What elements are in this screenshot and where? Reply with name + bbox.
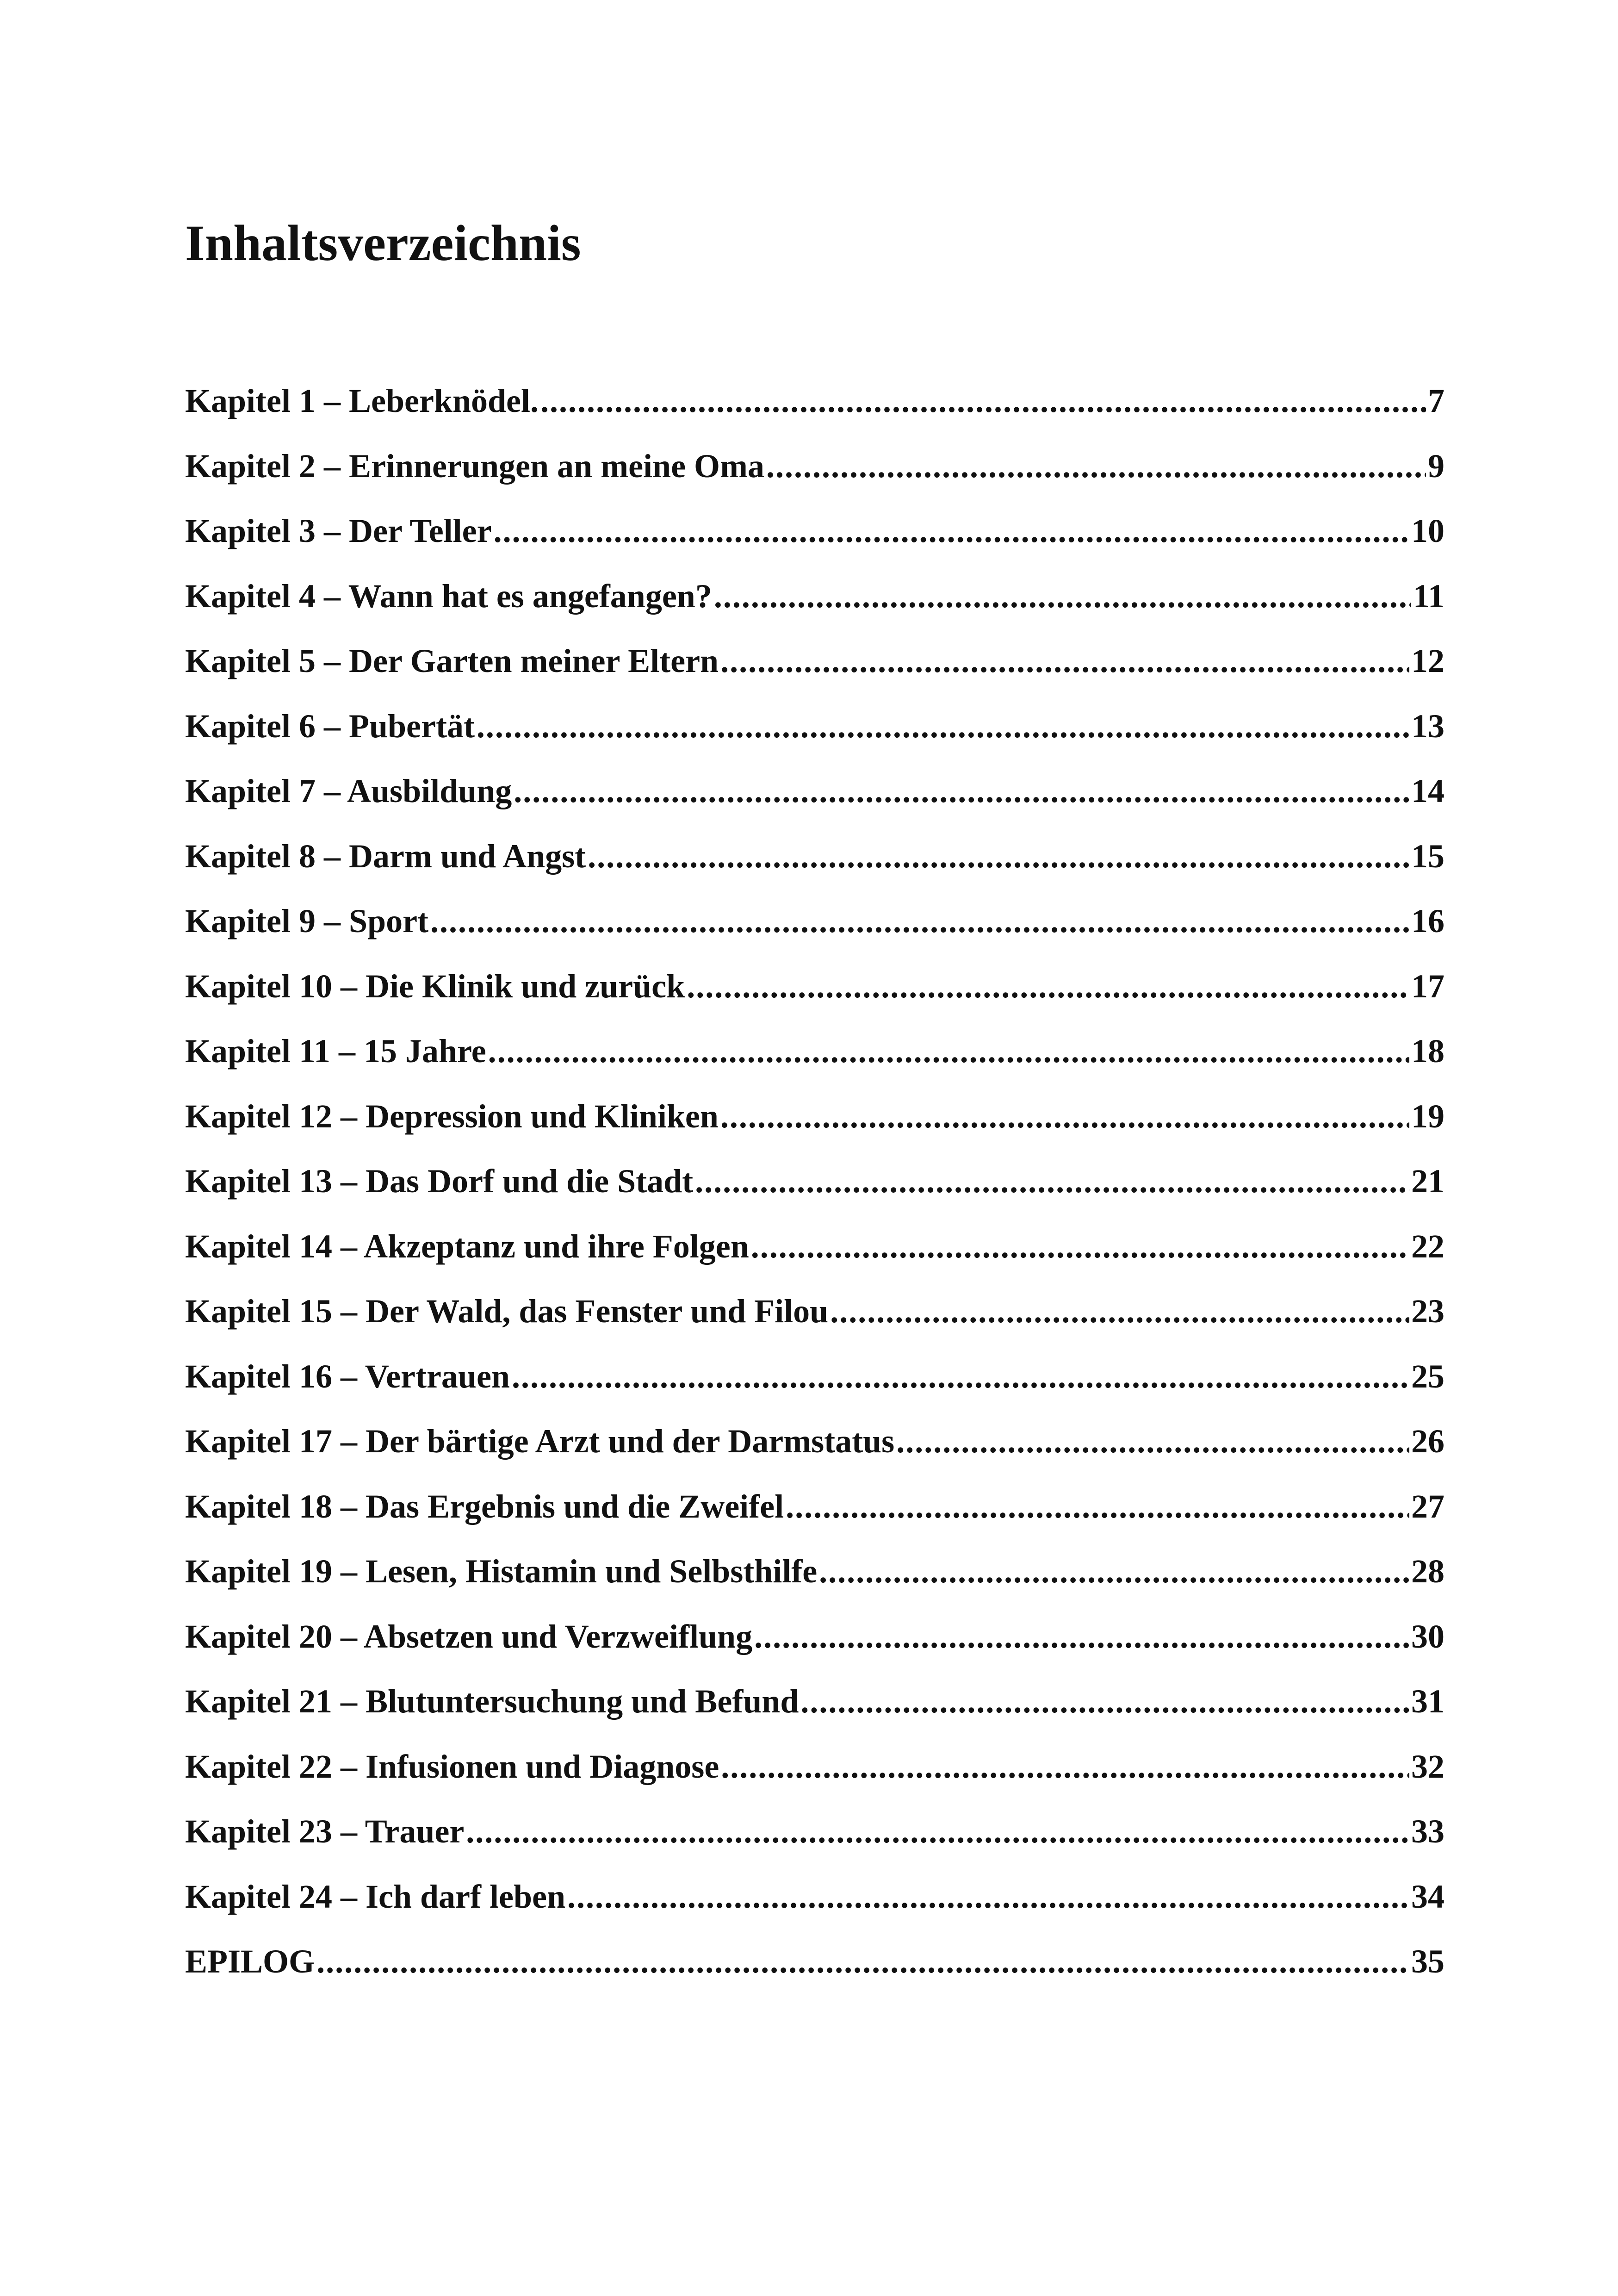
- toc-entry-label: Kapitel 5 – Der Garten meiner Eltern: [185, 642, 719, 679]
- toc-entry-label: Kapitel 9 – Sport: [185, 902, 429, 940]
- toc-entry-label: Kapitel 11 – 15 Jahre: [185, 1033, 486, 1070]
- toc-entry[interactable]: [185, 1357, 1444, 1425]
- toc-entry-label: Kapitel 24 – Ich darf leben: [185, 1878, 565, 1915]
- toc-entry[interactable]: [185, 774, 1444, 840]
- toc-entry[interactable]: [185, 1620, 1444, 1685]
- toc-entry-page-number: 11: [1413, 577, 1444, 615]
- toc-entry-label: Kapitel 8 – Darm und Angst: [185, 837, 586, 875]
- dot-leader: [720, 644, 1409, 678]
- toc-entry-label: Kapitel 19 – Lesen, Histamin und Selbsthilfe: [185, 1553, 818, 1590]
- toc-entry-page-number: 13: [1411, 707, 1444, 745]
- toc-entry[interactable]: [185, 449, 1444, 515]
- dot-leader: [819, 1555, 1409, 1588]
- toc-entry-label: Kapitel 18 – Das Ergebnis und die Zweifel: [185, 1487, 784, 1525]
- toc-entry-page-number: 15: [1411, 837, 1444, 875]
- toc-entry-label: Kapitel 7 – Ausbildung: [185, 772, 512, 809]
- dot-leader: [720, 1100, 1409, 1133]
- dot-leader: [466, 1815, 1409, 1848]
- toc-entry[interactable]: [185, 1294, 1444, 1360]
- toc-entry-page-number: 18: [1411, 1033, 1444, 1070]
- toc-entry-page-number: 19: [1411, 1097, 1444, 1135]
- toc-entry[interactable]: [185, 709, 1444, 775]
- table-of-contents: [185, 384, 1444, 2010]
- toc-entry-label: Kapitel 10 – Die Klinik und zurück: [185, 967, 685, 1005]
- toc-entry-label: Kapitel 3 – Der Teller: [185, 512, 492, 549]
- toc-entry-label: Kapitel 12 – Depression und Kliniken: [185, 1097, 719, 1135]
- dot-leader: [766, 449, 1426, 483]
- toc-entry-label: Kapitel 14 – Akzeptanz und ihre Folgen: [185, 1227, 749, 1265]
- page-title: Inhaltsverzeichnis: [185, 215, 581, 271]
- toc-entry-label: Kapitel 1 – Leberknödel.: [185, 382, 539, 419]
- toc-entry-label: Kapitel 20 – Absetzen und Verzweiflung: [185, 1618, 753, 1655]
- dot-leader: [540, 384, 1426, 417]
- toc-entry[interactable]: [185, 1555, 1444, 1620]
- dot-leader: [567, 1880, 1409, 1913]
- dot-leader: [695, 1164, 1409, 1198]
- toc-entry-label: EPILOG: [185, 1943, 315, 1980]
- dot-leader: [488, 1034, 1409, 1068]
- dot-leader: [786, 1490, 1409, 1523]
- toc-entry-page-number: 21: [1411, 1163, 1444, 1200]
- toc-entry[interactable]: [185, 1685, 1444, 1750]
- dot-leader: [754, 1620, 1409, 1653]
- toc-entry[interactable]: [185, 1815, 1444, 1880]
- dot-leader: [514, 774, 1409, 808]
- toc-entry[interactable]: [185, 967, 1444, 1035]
- dot-leader: [512, 1360, 1409, 1393]
- toc-entry[interactable]: [185, 1945, 1444, 2010]
- toc-entry-label: Kapitel 17 – Der bärtige Arzt und der Darmstatus: [185, 1423, 895, 1460]
- toc-entry-page-number: 28: [1411, 1553, 1444, 1590]
- toc-entry[interactable]: [185, 904, 1444, 970]
- dot-leader: [751, 1230, 1409, 1263]
- toc-entry[interactable]: [185, 1425, 1444, 1490]
- dot-leader: [687, 970, 1409, 1003]
- toc-entry-label: Kapitel 4 – Wann hat es angefangen?: [185, 577, 712, 615]
- toc-entry-label: Kapitel 15 – Der Wald, das Fenster und Filou: [185, 1293, 829, 1330]
- toc-entry-page-number: 35: [1411, 1943, 1444, 1980]
- toc-entry[interactable]: [185, 514, 1444, 579]
- toc-entry-page-number: 32: [1411, 1748, 1444, 1785]
- dot-leader: [721, 1750, 1409, 1783]
- toc-entry[interactable]: [185, 644, 1444, 709]
- toc-entry-page-number: 30: [1411, 1618, 1444, 1655]
- toc-entry-page-number: 7: [1428, 382, 1444, 419]
- toc-entry-page-number: 17: [1411, 967, 1444, 1005]
- dot-leader: [477, 709, 1409, 743]
- toc-entry[interactable]: [185, 384, 1444, 449]
- toc-entry[interactable]: [185, 1880, 1444, 1945]
- toc-entry-label: Kapitel 13 – Das Dorf und die Stadt: [185, 1163, 694, 1200]
- toc-entry[interactable]: [185, 1227, 1444, 1295]
- toc-entry-page-number: 31: [1411, 1683, 1444, 1720]
- toc-entry[interactable]: [185, 1034, 1444, 1100]
- dot-leader: [714, 579, 1411, 613]
- toc-entry-label: Kapitel 23 – Trauer: [185, 1813, 465, 1850]
- toc-entry-page-number: 25: [1411, 1357, 1444, 1395]
- dot-leader: [430, 904, 1409, 938]
- toc-entry-label: Kapitel 16 – Vertrauen: [185, 1357, 510, 1395]
- toc-entry-page-number: 26: [1411, 1423, 1444, 1460]
- toc-entry-page-number: 34: [1411, 1878, 1444, 1915]
- toc-entry-page-number: 23: [1411, 1293, 1444, 1330]
- toc-entry-page-number: 12: [1411, 642, 1444, 679]
- toc-entry[interactable]: [185, 579, 1444, 645]
- toc-entry[interactable]: [185, 837, 1444, 905]
- toc-entry-page-number: 10: [1411, 512, 1444, 549]
- toc-entry-page-number: 22: [1411, 1227, 1444, 1265]
- toc-entry-page-number: 14: [1411, 772, 1444, 809]
- toc-entry-label: Kapitel 22 – Infusionen und Diagnose: [185, 1748, 719, 1785]
- dot-leader: [800, 1685, 1409, 1718]
- toc-entry-label: Kapitel 21 – Blutuntersuchung und Befund: [185, 1683, 799, 1720]
- toc-entry-page-number: 27: [1411, 1487, 1444, 1525]
- toc-entry-label: Kapitel 2 – Erinnerungen an meine Oma: [185, 447, 765, 485]
- toc-entry-page-number: 16: [1411, 902, 1444, 940]
- toc-entry[interactable]: [185, 1097, 1444, 1165]
- dot-leader: [316, 1945, 1409, 1978]
- toc-entry[interactable]: [185, 1750, 1444, 1815]
- toc-entry[interactable]: [185, 1487, 1444, 1555]
- dot-leader: [830, 1294, 1409, 1328]
- dot-leader: [588, 840, 1409, 873]
- dot-leader: [494, 514, 1409, 548]
- toc-entry[interactable]: [185, 1164, 1444, 1230]
- toc-entry-page-number: 9: [1428, 447, 1444, 485]
- toc-entry-page-number: 33: [1411, 1813, 1444, 1850]
- dot-leader: [896, 1425, 1409, 1458]
- toc-entry-label: Kapitel 6 – Pubertät: [185, 707, 475, 745]
